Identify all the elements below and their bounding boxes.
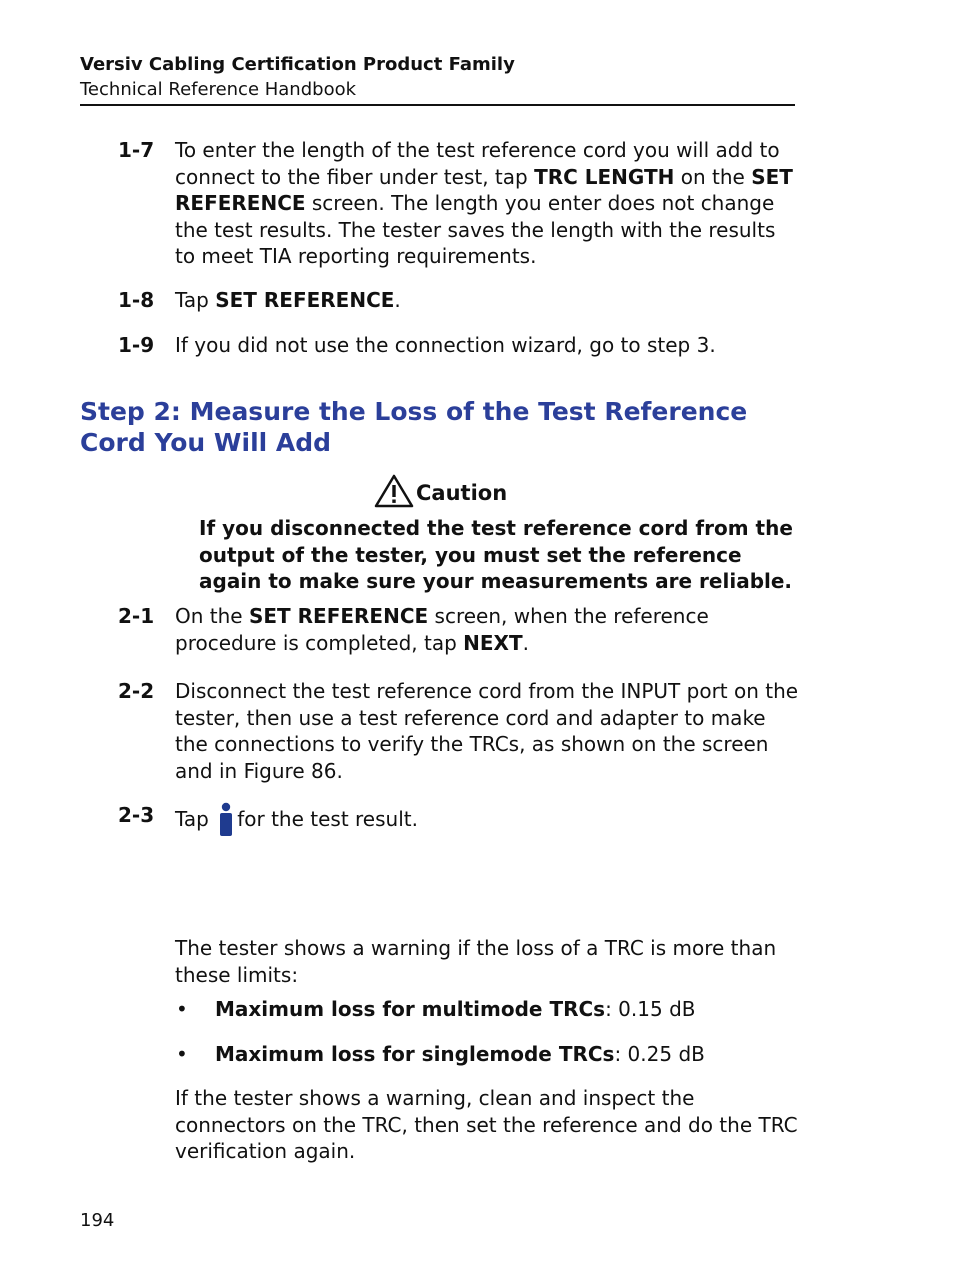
step-number: 2-1 <box>118 604 155 628</box>
caution-label: Caution <box>416 481 508 505</box>
caution-header <box>374 476 507 510</box>
step-text: Disconnect the test reference cord from the INPUT port on the tester, then use a test reference cord and adapter to make the connections to verify the TRCs, as shown on the screen and in Figure 86. <box>175 679 799 783</box>
step-number: 1-9 <box>118 333 155 357</box>
warning-triangle-icon <box>374 474 414 512</box>
step-number: 1-7 <box>118 138 155 162</box>
caution-line: again to make sure your measurements are reliable. <box>199 569 793 594</box>
caution-text <box>199 515 793 595</box>
step-text: To enter the length of the test reference cord you will add to connect to the fiber under test, tap TRC LENGTH on the SET REFERENCE screen. The length you enter does not change the test results. The tester saves the length with the results to meet TIA reporting requirements. <box>175 138 793 269</box>
document-title: Versiv Cabling Certification Product Family <box>80 54 515 75</box>
limit-item: Maximum loss for multimode TRCs: 0.15 dB <box>215 997 696 1021</box>
step-number: 1-8 <box>118 288 155 312</box>
warning-followup: If the tester shows a warning, clean and inspect the connectors on the TRC, then set the reference and do the TRC verification again. <box>175 1086 798 1164</box>
caution-line: If you disconnected the test reference cord from the <box>199 516 793 540</box>
section-heading: Step 2: Measure the Loss of the Test Reference Cord You Will Add <box>80 397 748 457</box>
bullet-icon: • <box>176 997 188 1021</box>
step-text: If you did not use the connection wizard, go to step 3. <box>175 333 716 357</box>
step-number: 2-2 <box>118 679 155 703</box>
step-text: Tap for the test result. <box>175 802 800 846</box>
caution-line: output of the tester, you must set the reference <box>199 542 742 567</box>
step-text: On the SET REFERENCE screen, when the reference procedure is completed, tap NEXT. <box>175 604 709 655</box>
document-subtitle: Technical Reference Handbook <box>80 79 357 100</box>
header-divider <box>80 104 795 106</box>
limit-item: Maximum loss for singlemode TRCs: 0.25 dB <box>215 1042 705 1066</box>
page-number: 194 <box>80 1210 115 1231</box>
info-icon <box>217 802 235 846</box>
bullet-icon: • <box>176 1042 188 1066</box>
step-number: 2-3 <box>118 803 155 827</box>
step-text: Tap SET REFERENCE. <box>175 288 401 312</box>
warning-intro: The tester shows a warning if the loss of a TRC is more than these limits: <box>175 936 777 987</box>
